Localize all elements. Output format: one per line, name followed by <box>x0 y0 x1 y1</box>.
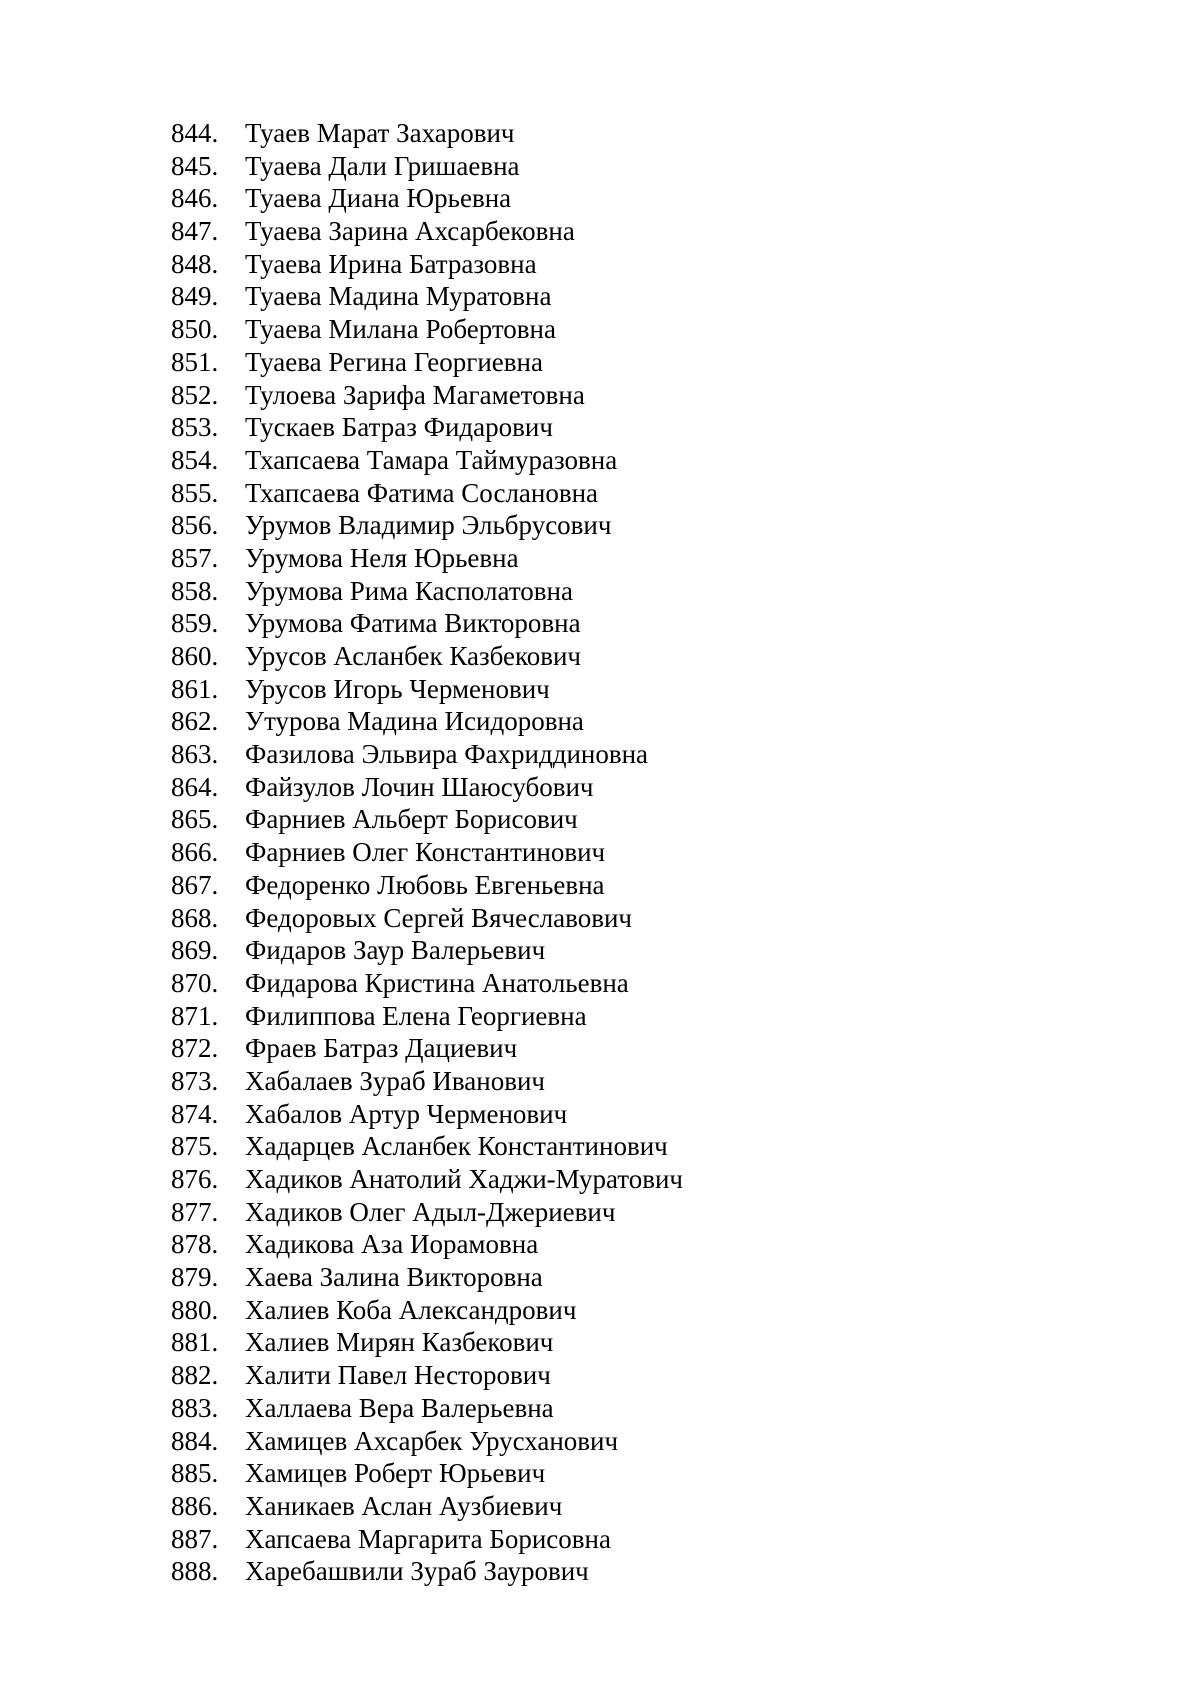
list-item-name: Хамицев Роберт Юрьевич <box>245 1458 546 1489</box>
list-item-number: 858. <box>171 575 219 606</box>
list-item <box>171 1261 683 1294</box>
list-item-number: 864. <box>171 771 219 802</box>
list-item-number: 880. <box>171 1294 219 1325</box>
list-item-number: 849. <box>171 281 219 312</box>
list-item-number: 853. <box>171 412 219 443</box>
list-item-number: 881. <box>171 1327 219 1358</box>
list-item-number: 860. <box>171 641 219 671</box>
list-item-number: 851. <box>171 346 219 377</box>
list-item <box>171 117 683 150</box>
list-item <box>171 1457 683 1490</box>
list-item <box>171 1098 683 1131</box>
list-item <box>171 1163 683 1196</box>
list-item <box>171 1130 683 1163</box>
list-item-name: Туаева Дали Гришаевна <box>245 150 520 181</box>
list-item-number: 874. <box>171 1098 219 1129</box>
list-item <box>171 542 683 575</box>
list-item-number: 857. <box>171 542 219 573</box>
list-item <box>171 705 683 738</box>
list-item-name: Урусов Игорь Черменович <box>245 673 550 704</box>
list-item-number: 878. <box>171 1229 219 1260</box>
list-item <box>171 836 683 869</box>
list-item-name: Хаева Залина Викторовна <box>245 1262 543 1293</box>
list-item <box>171 640 683 673</box>
list-item-name: Халиев Мирян Казбекович <box>245 1327 554 1358</box>
list-item-number: 886. <box>171 1490 219 1521</box>
list-item-name: Фидарова Кристина Анатольевна <box>245 967 629 998</box>
list-item-name: Хабалов Артур Черменович <box>245 1098 568 1129</box>
list-item-name: Туаева Зарина Ахсарбековна <box>245 216 575 247</box>
list-item-number: 882. <box>171 1360 219 1391</box>
list-item-name: Тулоева Зарифа Магаметовна <box>245 379 585 410</box>
list-item-name: Хадиков Олег Адыл-Джериевич <box>245 1196 616 1227</box>
list-item-name: Урумова Рима Касполатовна <box>245 575 573 606</box>
list-item-number: 846. <box>171 183 219 214</box>
list-item-name: Туаева Мадина Муратовна <box>245 281 552 312</box>
list-item-number: 856. <box>171 510 219 541</box>
list-item <box>171 607 683 640</box>
list-item-name: Федоренко Любовь Евгеньевна <box>245 869 605 900</box>
list-item-number: 852. <box>171 379 219 410</box>
list-item-number: 854. <box>171 444 219 475</box>
list-item-number: 876. <box>171 1164 219 1194</box>
list-item-name: Халлаева Вера Валерьевна <box>245 1392 554 1423</box>
list-item <box>171 1196 683 1229</box>
list-item-name: Урумова Неля Юрьевна <box>245 542 519 573</box>
list-item-name: Халиев Коба Александрович <box>245 1294 577 1325</box>
numbered-name-list <box>171 117 683 1588</box>
list-item <box>171 902 683 935</box>
list-item-name: Фазилова Эльвира Фахриддиновна <box>245 739 649 770</box>
list-item-number: 879. <box>171 1262 219 1293</box>
list-item <box>171 1065 683 1098</box>
list-item-name: Федоровых Сергей Вячеславович <box>245 902 633 933</box>
list-item <box>171 771 683 804</box>
list-item-number: 844. <box>171 118 219 148</box>
list-item-number: 885. <box>171 1458 219 1489</box>
list-item <box>171 346 683 379</box>
list-item <box>171 477 683 510</box>
list-item <box>171 1523 683 1556</box>
list-item <box>171 150 683 183</box>
list-item-name: Туаева Регина Георгиевна <box>245 346 543 377</box>
list-item <box>171 215 683 248</box>
list-item-name: Харебашвили Зураб Заурович <box>245 1556 589 1587</box>
list-item <box>171 575 683 608</box>
list-item-name: Утурова Мадина Исидоровна <box>245 706 584 737</box>
list-item-number: 866. <box>171 837 219 868</box>
list-item-name: Фарниев Олег Константинович <box>245 837 606 868</box>
list-item <box>171 280 683 313</box>
list-item-number: 877. <box>171 1196 219 1227</box>
list-item <box>171 803 683 836</box>
list-item-number: 848. <box>171 248 219 279</box>
list-item-number: 847. <box>171 216 219 247</box>
list-item <box>171 1490 683 1523</box>
list-item <box>171 934 683 967</box>
list-item-name: Туаева Ирина Батразовна <box>245 248 537 279</box>
list-item-name: Хапсаева Маргарита Борисовна <box>245 1523 611 1554</box>
list-item <box>171 1294 683 1327</box>
list-item <box>171 509 683 542</box>
list-item-number: 863. <box>171 739 219 770</box>
list-item-number: 875. <box>171 1131 219 1162</box>
list-item-name: Хабалаев Зураб Иванович <box>245 1065 545 1096</box>
list-item <box>171 248 683 281</box>
list-item-number: 872. <box>171 1033 219 1064</box>
list-item <box>171 444 683 477</box>
list-item <box>171 379 683 412</box>
list-item <box>171 1326 683 1359</box>
list-item <box>171 1000 683 1033</box>
list-item-name: Туаева Диана Юрьевна <box>245 183 512 214</box>
list-item-number: 870. <box>171 967 219 998</box>
list-item-name: Фарниев Альберт Борисович <box>245 804 578 835</box>
list-item-number: 887. <box>171 1523 219 1554</box>
list-item-name: Файзулов Лочин Шаюсубович <box>245 771 594 802</box>
list-item <box>171 1392 683 1425</box>
list-item-number: 869. <box>171 935 219 966</box>
list-item-number: 888. <box>171 1556 219 1587</box>
list-item-number: 873. <box>171 1065 219 1096</box>
list-item <box>171 182 683 215</box>
list-item-name: Тхапсаева Тамара Таймуразовна <box>245 444 618 475</box>
list-item <box>171 869 683 902</box>
list-item-name: Урусов Асланбек Казбекович <box>245 641 582 671</box>
list-item-number: 871. <box>171 1000 219 1031</box>
list-item <box>171 1228 683 1261</box>
list-item-name: Туаев Марат Захарович <box>245 118 515 148</box>
list-item-number: 867. <box>171 869 219 900</box>
list-item <box>171 673 683 706</box>
list-item <box>171 1425 683 1458</box>
list-item <box>171 1555 683 1588</box>
list-item-name: Тхапсаева Фатима Сослановна <box>245 477 599 508</box>
list-item-name: Туаева Милана Робертовна <box>245 314 556 345</box>
list-item-name: Хадикова Аза Иорамовна <box>245 1229 539 1260</box>
list-item-number: 861. <box>171 673 219 704</box>
list-item-name: Урумова Фатима Викторовна <box>245 608 581 639</box>
list-item-number: 868. <box>171 902 219 933</box>
list-item <box>171 1032 683 1065</box>
list-item <box>171 411 683 444</box>
list-item-number: 862. <box>171 706 219 737</box>
list-item-name: Хамицев Ахсарбек Урусханович <box>245 1425 619 1456</box>
list-item-number: 865. <box>171 804 219 835</box>
list-item-name: Халити Павел Несторович <box>245 1360 551 1391</box>
list-item-number: 845. <box>171 150 219 181</box>
list-item <box>171 1359 683 1392</box>
list-item-name: Тускаев Батраз Фидарович <box>245 412 553 443</box>
list-item-name: Фраев Батраз Дациевич <box>245 1033 518 1064</box>
list-item-name: Фидаров Заур Валерьевич <box>245 935 546 966</box>
list-item-name: Ханикаев Аслан Аузбиевич <box>245 1490 563 1521</box>
list-item-number: 884. <box>171 1425 219 1456</box>
list-item-number: 859. <box>171 608 219 639</box>
list-item <box>171 313 683 346</box>
list-item-name: Урумов Владимир Эльбрусович <box>245 510 612 541</box>
list-item-number: 883. <box>171 1392 219 1423</box>
list-item-number: 855. <box>171 477 219 508</box>
list-item-name: Филиппова Елена Георгиевна <box>245 1000 587 1031</box>
list-item-name: Хадиков Анатолий Хаджи-Муратович <box>245 1164 684 1194</box>
list-item <box>171 967 683 1000</box>
list-item-name: Хадарцев Асланбек Константинович <box>245 1131 668 1162</box>
list-item-number: 850. <box>171 314 219 345</box>
list-item <box>171 738 683 771</box>
